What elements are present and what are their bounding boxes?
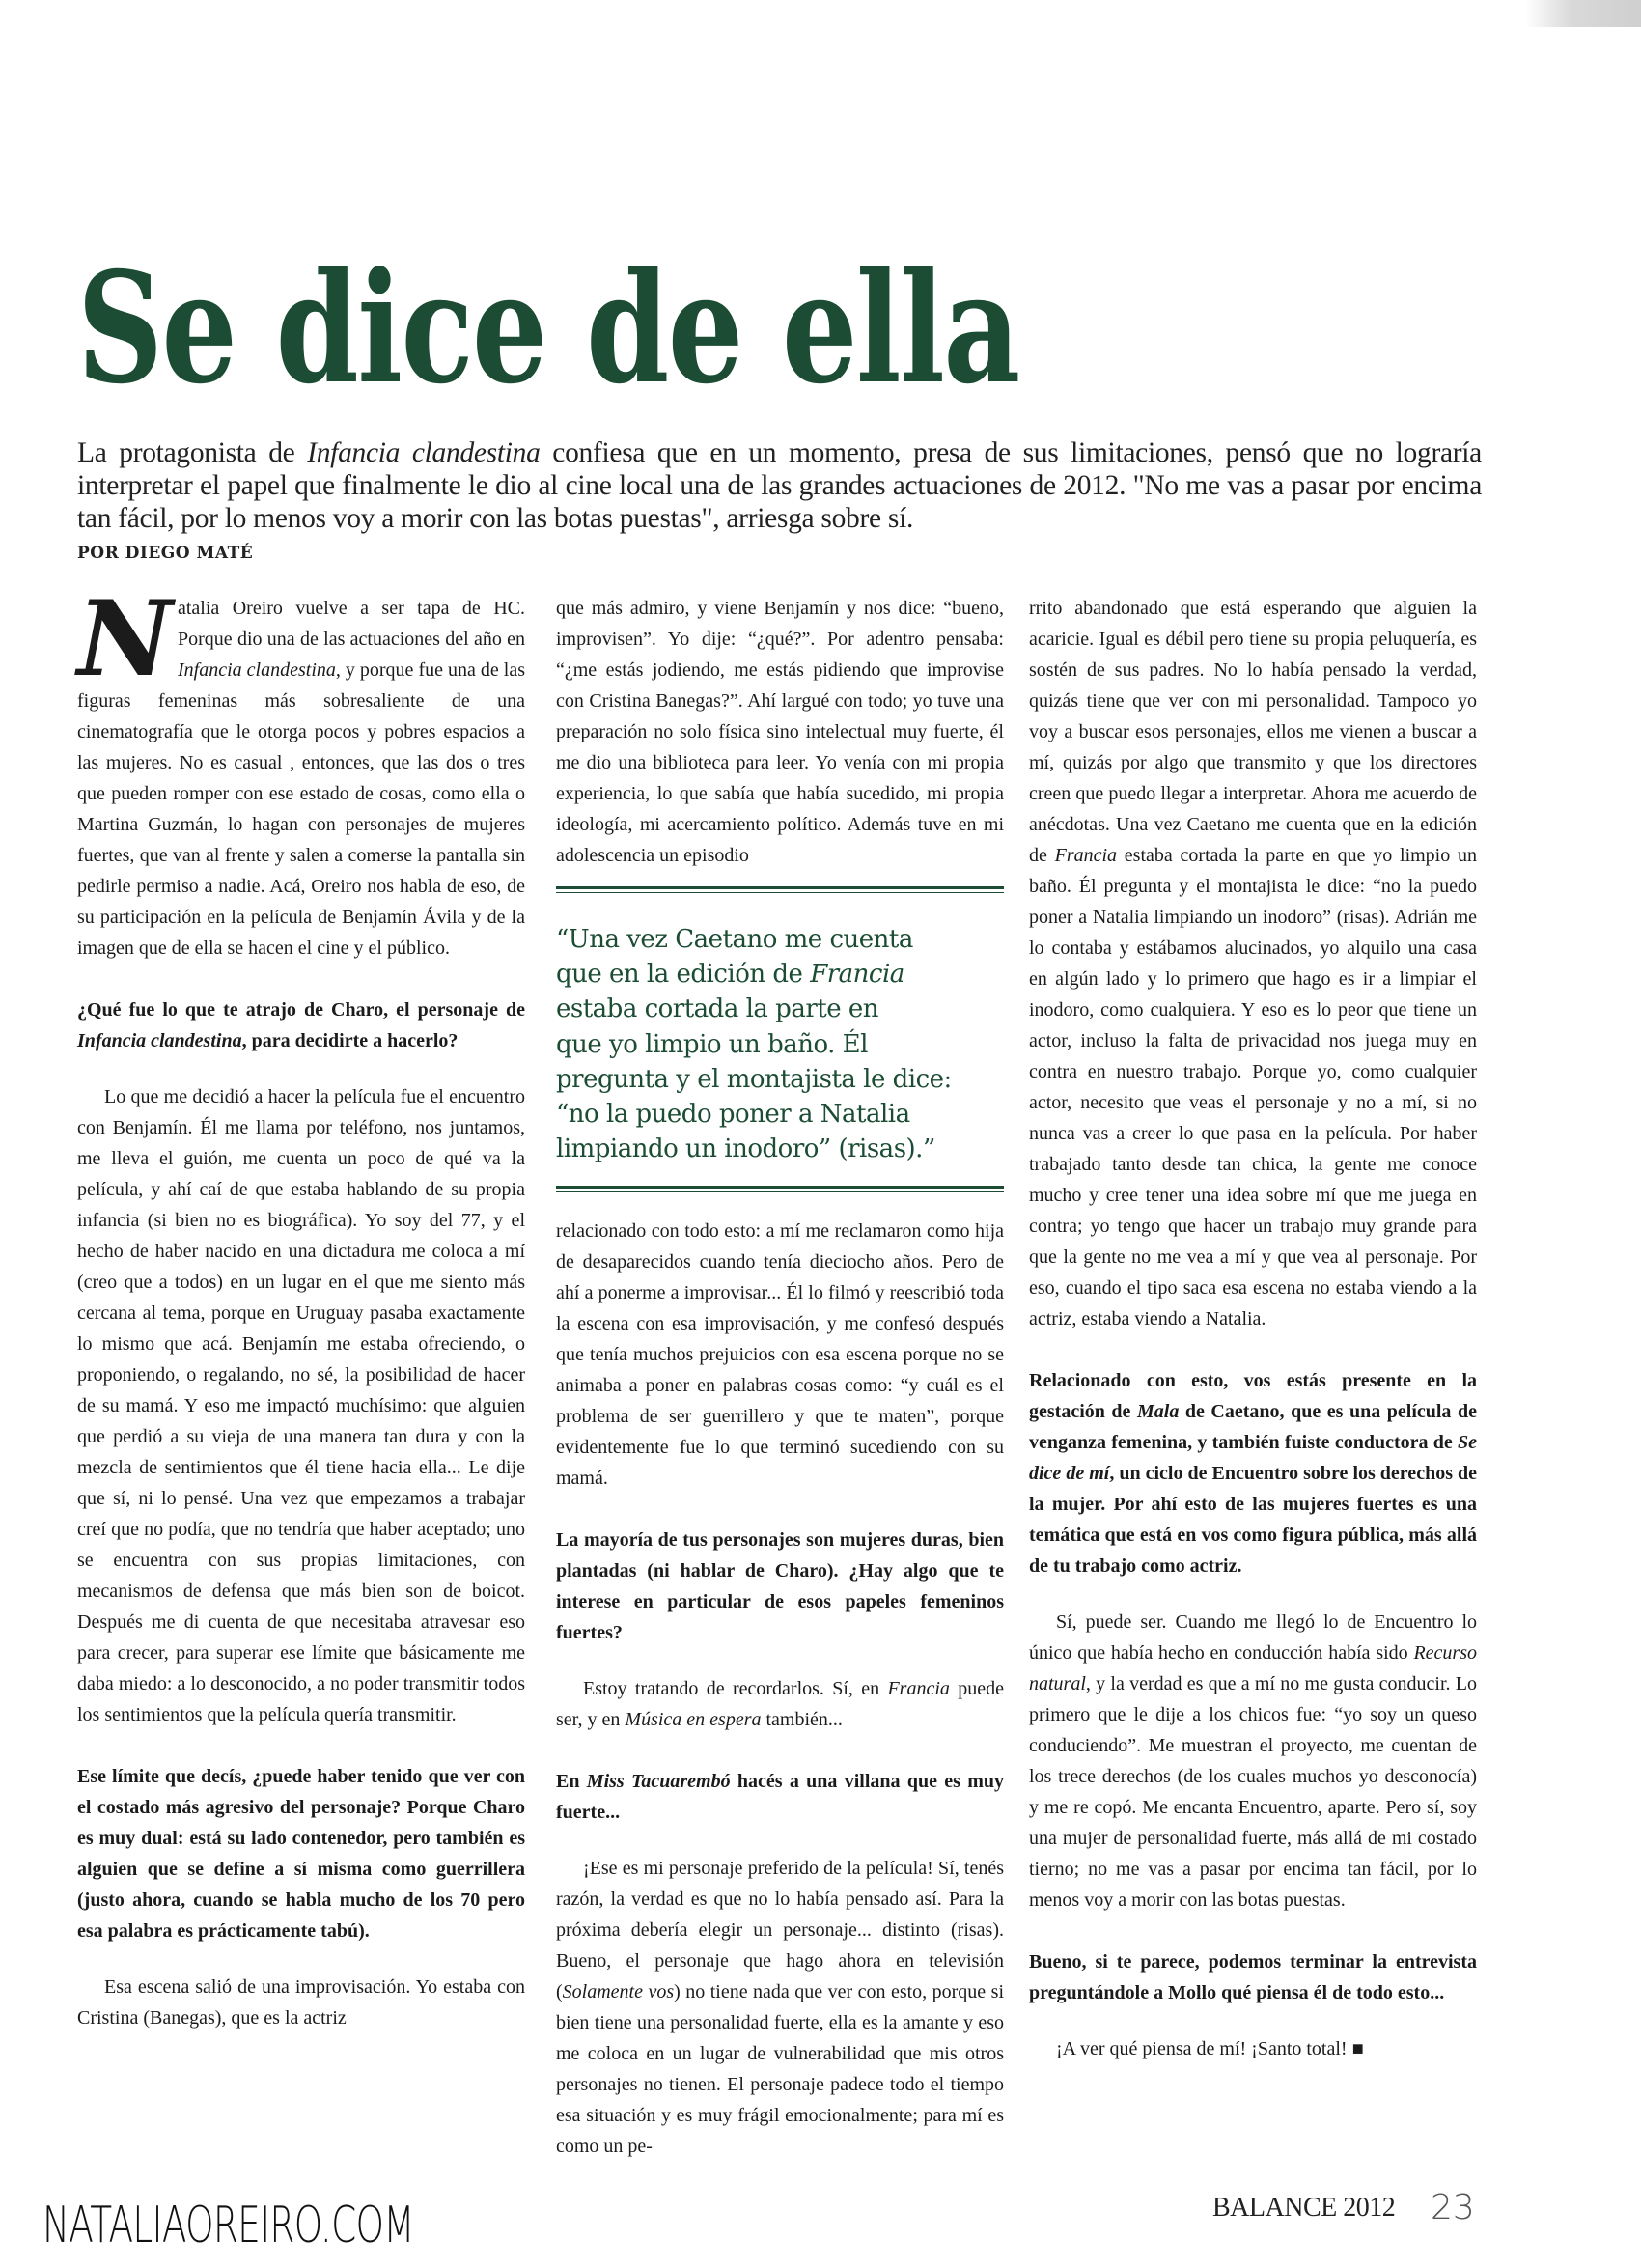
italic-title-run: Infancia clandestina (77, 1030, 242, 1051)
text-run: atalia Oreiro vuelve a ser tapa de HC. Porque dio una de las actuaciones del año en (178, 598, 525, 650)
text-run: ) no tiene nada que ver con esto, porque si bien tiene una personalidad fuerte, ella es la amante y eso me coloca en un lugar de vulnerabilidad que mis otros personajes no tienen. El personaje padece todo el tiempo esa situación y es muy frágil emocionalmente; para mí es como un pe- (556, 1981, 1004, 2158)
pull-quote-line (556, 1062, 1004, 1097)
text-run: Relacionado con esto, vos estás presente en la gestación de (1029, 1370, 1477, 1422)
article-columns (77, 578, 1482, 2162)
answer-2-end (556, 1216, 1004, 1494)
text-run: ¿Qué fue lo que te atrajo de Charo, el personaje de (77, 999, 525, 1021)
pull-quote-rule-bottom (556, 1186, 1004, 1196)
pull-quote-line (556, 1027, 1004, 1062)
pull-quote-line (556, 1097, 1004, 1132)
text-run: Ese límite que decís, ¿puede haber tenido que ver con el costado más agresivo del personaje? Porque Charo es muy dual: está su lado contenedor, pero también es alguien que se define a sí misma como guerrillera (justo ahora, cuando se habla mucho de los 70 pero esa palabra es prácticamente tabú). (77, 1766, 525, 1942)
footer-publication: BALANCE 2012 (1212, 2193, 1396, 2224)
text-run: estaba cortada la parte en (556, 994, 878, 1024)
intro-paragraph (77, 578, 526, 964)
pull-quote-line (556, 1132, 1004, 1166)
text-run: también... (761, 1709, 843, 1731)
text-run: limpiando un inodoro” (risas).” (556, 1134, 935, 1164)
text-run: La mayoría de tus personajes son mujeres duras, bien plantadas (ni hablar de Charo). ¿Hay algo que te interese en particular de esos papeles femeninos fuertes? (556, 1529, 1004, 1644)
text-run: ¡A ver qué piensa de mí! ¡Santo total! ■ (1056, 2038, 1364, 2059)
pull-quote-line (556, 922, 1004, 957)
text-run: que más admiro, y viene Benjamín y nos dice: “bueno, improvisen”. Yo dije: “¿qué?”. Por adentro pensaba: “¿me estás jodiendo, me estás pidiendo que improvise con Cristina Banegas?”. Ahí largué con todo; yo tuve una preparación no solo física sino intelectual muy fuerte, él me dio una biblioteca para leer. Yo venía con mi propia experiencia, lo que sabía que había sucedido, mi propia ideología, mi acercamiento político. Además tuve en mi adolescencia un episodio (556, 598, 1004, 866)
pull-quote-rule-top (556, 886, 1004, 897)
italic-title-run: Francia (887, 1678, 950, 1700)
question-5 (1029, 1365, 1477, 1582)
italic-title-run: Infancia clandestina (178, 659, 336, 681)
pull-quote (556, 922, 1004, 1166)
text-run: pregunta y el montajista le dice: (556, 1064, 952, 1094)
italic-title-run: Miss Tacuarembó (586, 1771, 731, 1793)
question-6 (1029, 1946, 1477, 2008)
text-run: Sí, puede ser. Cuando me llegó lo de Encuentro lo único que había hecho en conducción había sido (1029, 1611, 1477, 1664)
text-run: rrito abandonado que está esperando que alguien la acaricie. Igual es débil pero tiene su propia peluquería, es sostén de sus padres. No lo había pensado la verdad, quizás tiene que ver con mi personalidad. Tampoco yo voy a buscar esos personajes, ellos me vienen a buscar a mí, quizás por algo que transmito y que los directores creen que puedo llegar a interpretar. Ahora me acuerdo de anécdotas. Una vez Caetano me cuenta que en la edición de (1029, 598, 1477, 866)
answer-5 (1029, 1607, 1477, 1916)
italic-title-run: Francia (1054, 845, 1118, 866)
drop-cap: N (77, 578, 173, 700)
text-run: hacés a una villana que es muy fuerte... (556, 1771, 1004, 1824)
italic-title-run: Francia (810, 960, 904, 990)
page-footer (42, 2188, 1606, 2268)
question-4 (556, 1766, 1004, 1828)
pull-quote-line (556, 957, 1004, 992)
answer-4-continued (1029, 593, 1477, 1334)
answer-2 (77, 1972, 525, 2033)
text-run: Bueno, si te parece, podemos terminar la entrevista preguntándole a Mollo qué piensa él de todo esto... (1029, 1951, 1477, 2003)
text-run: puede ser, y en (556, 1678, 1004, 1731)
answer-3 (556, 1673, 1004, 1735)
question-1 (77, 994, 525, 1056)
text-run: de Caetano, que es una película de venganza femenina, y también fuiste conductora de (1029, 1401, 1477, 1453)
text-run: , para decidirte a hacerlo? (241, 1030, 459, 1051)
text-run: , y la verdad es que a mí no me gusta conducir. Lo primero que le dije a los chicos fue: “yo soy un queso conduciendo”. Me muestran el proyecto, me cuentan de los trece derechos (de los cuales muchos yo desconocía) y me re copó. Me encanta Encuentro, aparte. Pero sí, soy una mujer de personalidad fuerte, más allá de mi costado tierno; no me vas a pasar por encima tan fácil, por lo menos voy a morir con las botas puestas. (1029, 1673, 1477, 1911)
answer-1 (77, 1081, 525, 1730)
answer-4 (556, 1853, 1004, 2162)
italic-title-run: Infancia clandestina (307, 437, 541, 468)
text-run: Estoy tratando de recordarlos. Sí, en (583, 1678, 888, 1700)
italic-title-run: Mala (1136, 1401, 1180, 1422)
page-number: 23 (1431, 2188, 1475, 2228)
pull-quote-line (556, 992, 1004, 1026)
column-2 (556, 593, 1004, 2162)
scan-edge-shadow (1525, 0, 1641, 27)
text-run: relacionado con todo esto: a mí me reclamaron como hija de desaparecidos cuando tenía dieciocho años. Pero de ahí a ponerme a improvisar... Él lo filmó y reescribió toda la escena con esa improvisación, y me confesó después que tenía muchos prejuicios con esa escena porque no se animaba a poner en palabras cosas como: “y cuál es el problema de ser guerrillero y que te maten”, porque evidentemente fue lo que terminó sucediendo con su mamá. (556, 1220, 1004, 1490)
article-title: Se dice de ella (77, 239, 1019, 418)
footer-website: NATALIAOREIRO.COM (42, 2197, 414, 2255)
italic-title-run: Música en espera (625, 1709, 762, 1731)
text-run: , y porque fue una de las figuras femeninas más sobresaliente de una cinematografía que le otorga pocos y pobres espacios a las mujeres. No es casual , entonces, que las dos o tres que pueden romper con ese estado de cosas, como ella o Martina Guzmán, lo hagan con personajes de mujeres fuertes, que van al frente y salen a comerse la pantalla sin pedirle permiso a nadie. Acá, Oreiro nos habla de eso, de su participación en la película de Benjamín Ávila y de la imagen que de ella se hacen el cine y el público. (77, 659, 526, 959)
answer-6 (1029, 2033, 1477, 2064)
article-lead (77, 436, 1482, 535)
text-run: que yo limpio un baño. Él (556, 1029, 868, 1059)
text-run: En (556, 1771, 587, 1793)
byline: POR DIEGO MATÉ (77, 544, 254, 563)
italic-title-run: Solamente vos (562, 1981, 675, 2003)
text-run: estaba cortada la parte en que yo limpio un baño. Él pregunta y el montajista le dice: “no la puedo poner a Natalia limpiando un inodoro” (risas). Adrián me lo contaba y estábamos alucinados, yo alquilo una casa en algún lado y lo primero que hago es ir a limpiar el inodoro, como cualquiera. Y eso es lo peor que tiene un actor, incluso la falta de privacidad nos juega muy en contra en nuestro trabajo. Porque yo, como cualquier actor, necesito que veas el personaje y no a mí, si no nunca vas a creer lo que pasa en la película. Por haber trabajado tanto desde tan chica, la gente me conoce mucho y cree tener una idea sobre mí que me juega en contra; yo tengo que hacer un trabajo muy grande para que la gente no me vea a mí y que vea al personaje. Por eso, cuando el tipo saca esa escena no estaba viendo a la actriz, estaba viendo a Natalia. (1029, 845, 1477, 1330)
italic-title-run: Recurso natural (1029, 1642, 1477, 1694)
text-run: , un ciclo de Encuentro sobre los derechos de la mujer. Por ahí esto de las mujeres fuertes es una temática que está en vos como figura pública, más allá de tu trabajo como actriz. (1029, 1463, 1477, 1577)
column-1 (77, 578, 526, 2162)
answer-2-continued (556, 593, 1004, 871)
text-run: “Una vez Caetano me cuenta (556, 925, 913, 954)
text-run: que en la edición de (556, 960, 811, 990)
column-3 (1029, 593, 1477, 2162)
text-run: “no la puedo poner a Natalia (556, 1100, 910, 1130)
italic-title-run: Se dice de mí (1029, 1432, 1477, 1484)
text-run: confiesa que en un momento, presa de sus limitaciones, pensó que no lograría interpretar el papel que finalmente le dio al cine local una de las grandes actuaciones de 2012. "No me vas a pasar por encima tan fácil, por lo menos voy a morir con las botas puestas", arriesga sobre sí. (77, 437, 1482, 534)
text-run: Esa escena salió de una improvisación. Yo estaba con Cristina (Banegas), que es la actriz (77, 1976, 525, 2029)
question-3 (556, 1525, 1004, 1648)
text-run: ¡Ese es mi personaje preferido de la película! Sí, tenés razón, la verdad es que no lo había pensado así. Para la próxima debería elegir un personaje... distinto (risas). Bueno, el personaje que hago ahora en televisión ( (556, 1858, 1004, 2003)
question-2 (77, 1761, 525, 1946)
text-run: La protagonista de (77, 437, 308, 468)
text-run: Lo que me decidió a hacer la película fue el encuentro con Benjamín. Él me llama por teléfono, nos juntamos, me lleva el guión, me cuenta un poco de qué va la película, y ahí caí de que estaba hablando de su propia infancia (si bien no es biográfica). Yo soy del 77, y el hecho de haber nacido en una dictadura me coloca a mí (creo que a todos) en un lugar en el que me siento más cercana al tema, porque en Uruguay pasaba exactamente lo mismo que acá. Benjamín me estaba ofreciendo, o proponiendo, o regalando, no sé, la posibilidad de hacer de su mamá. Y eso me impactó muchísimo: que alguien que perdió a su vieja de una manera tan dura y con la mezcla de sentimientos que él tiene hacia ella... Le dije que sí, ni lo pensé. Una vez que empezamos a trabajar creí que no podía, que no tendría que haber aceptado; uno se encuentra con sus propias limitaciones, con mecanismos de defensa que más bien son de boicot. Después me di cuenta de que necesitaba atravesar eso para crecer, para superar ese límite que básicamente me daba miedo: a lo desconocido, a no poder transmitir todos los sentimientos que la película quería transmitir. (77, 1086, 525, 1725)
